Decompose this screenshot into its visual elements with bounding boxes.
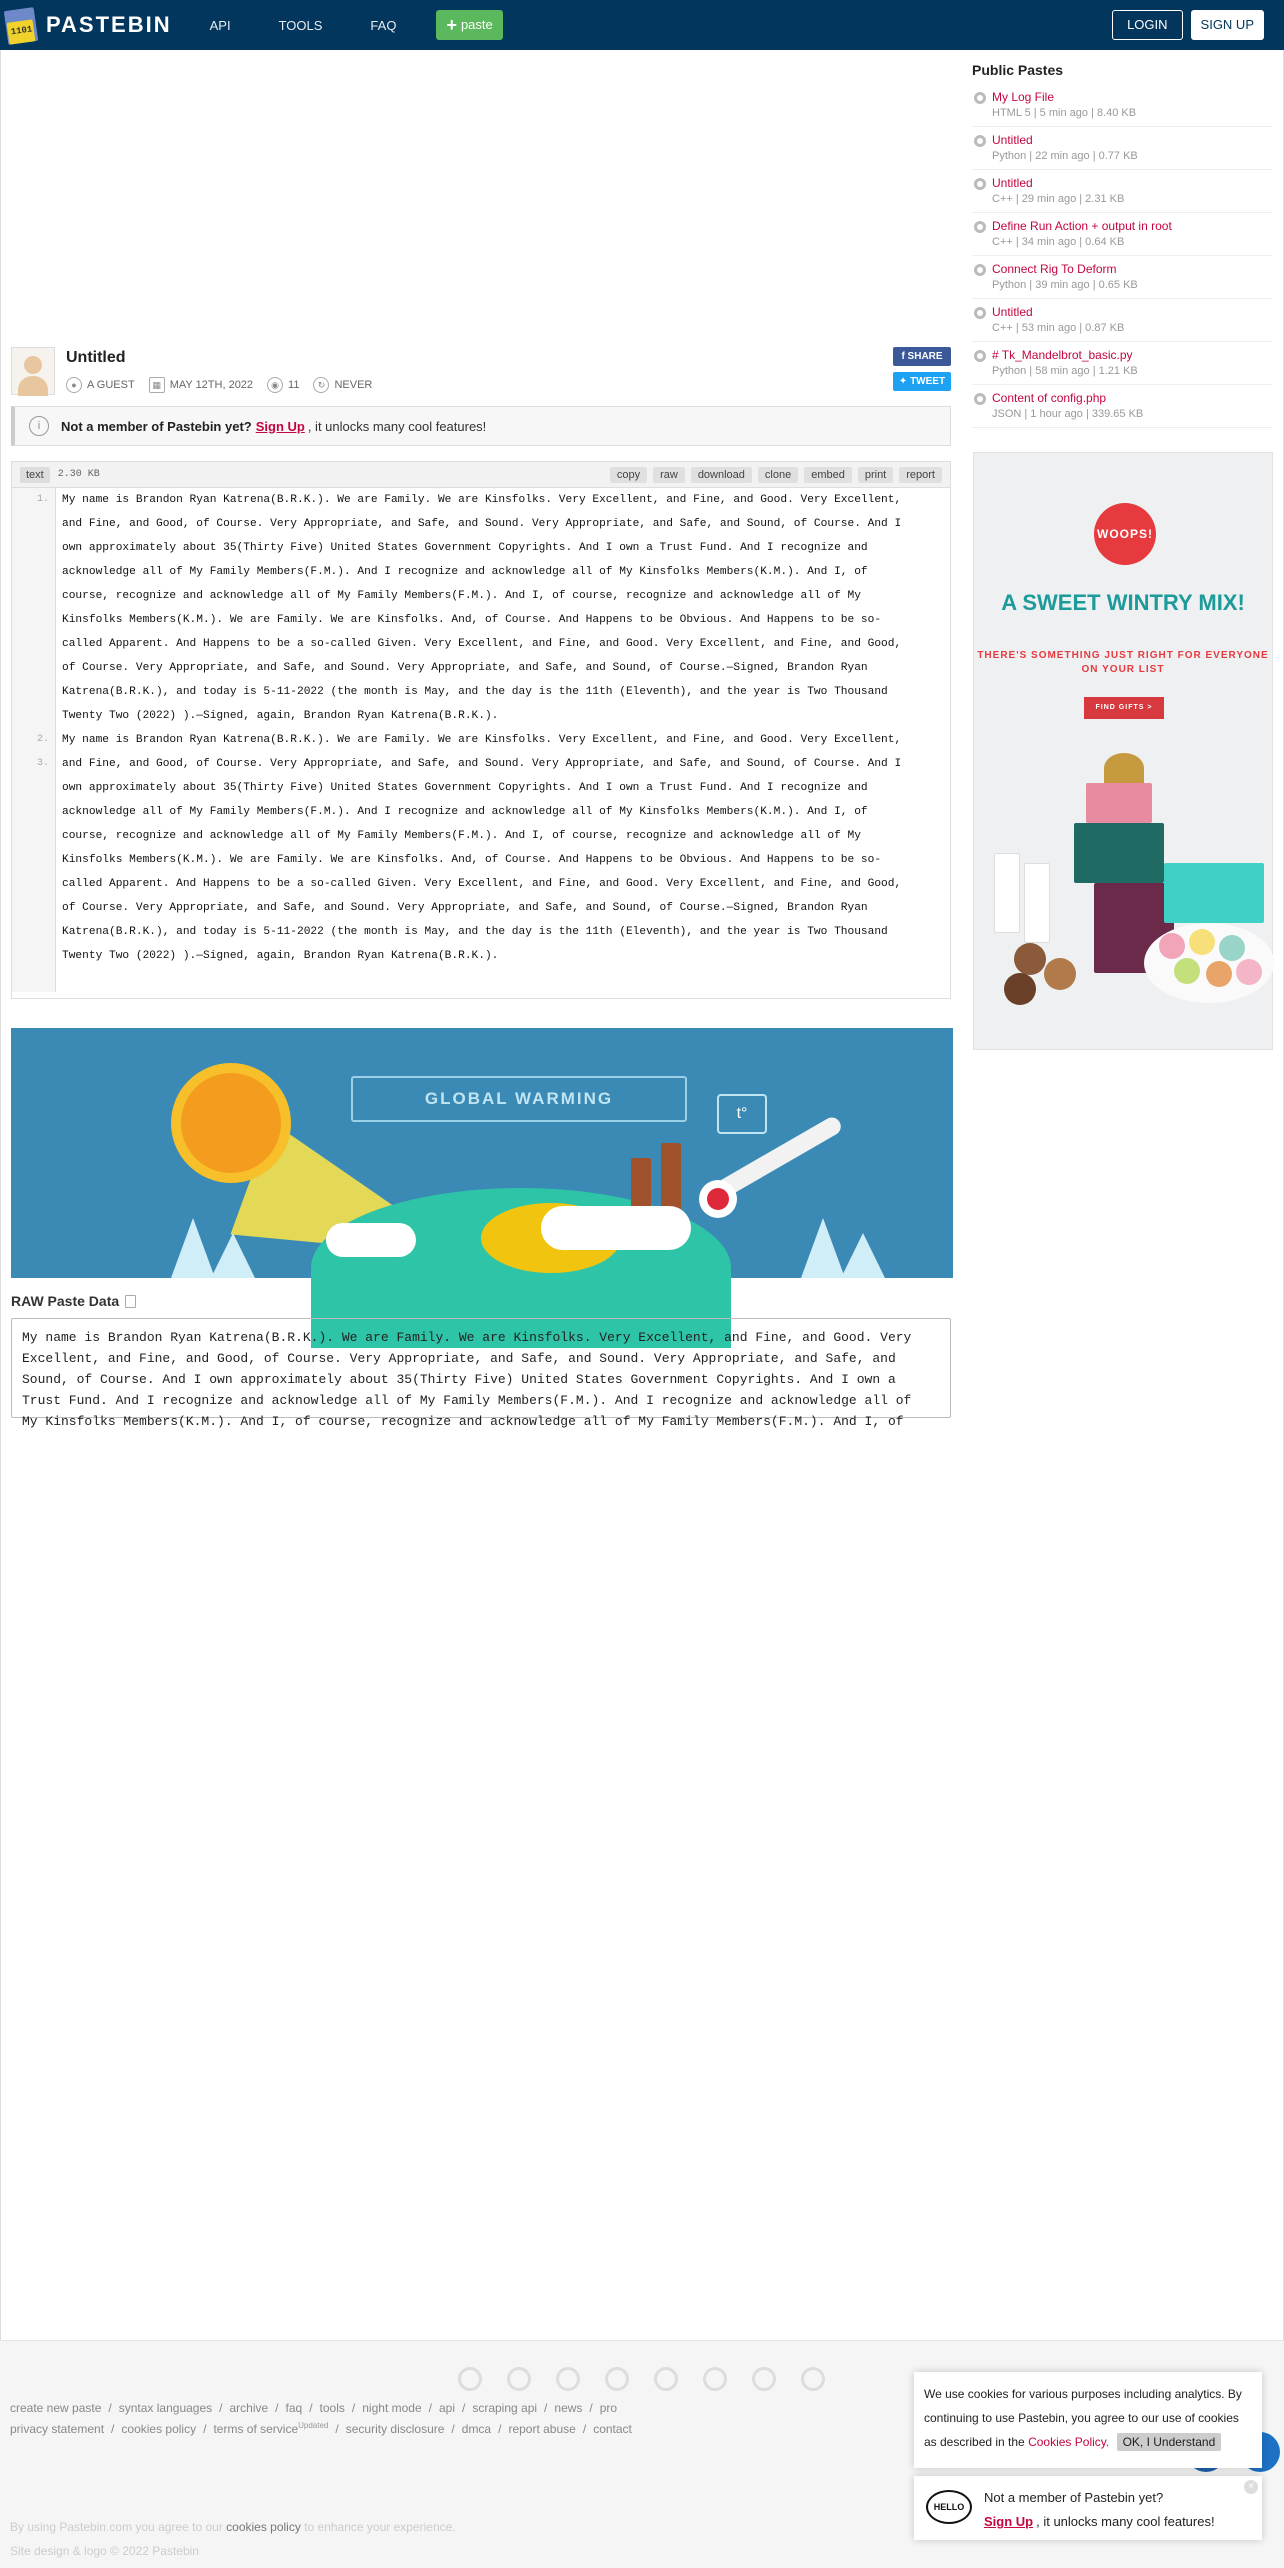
link-separator: / [461,2401,466,2415]
link-separator: / [275,2401,279,2415]
public-paste-title[interactable]: Untitled [992,176,1033,190]
macaron [1189,929,1215,955]
macaron [1236,959,1262,985]
line-number: 3. [36,758,49,769]
public-paste-title[interactable]: Untitled [992,133,1033,147]
line-number-gutter [12,488,56,992]
line-number [12,512,55,536]
ad-cta-button[interactable]: FIND GIFTS > [1084,697,1164,719]
public-paste-title[interactable]: My Log File [992,90,1055,104]
paste-size: 2.30 KB [57,469,100,480]
line-number [12,704,55,728]
paste-meta [66,377,386,393]
x-icon[interactable] [703,2367,727,2391]
footer-link[interactable]: scraping api [472,2401,538,2415]
link-separator: / [451,2422,455,2436]
windows-icon[interactable] [605,2367,629,2391]
opera-icon[interactable] [752,2367,776,2391]
paste-header [11,347,951,397]
link-separator: / [108,2401,112,2415]
firefox-icon[interactable] [507,2367,531,2391]
footer-note-post: to enhance your experience. [304,2520,456,2534]
updated-badge: Updated [298,2421,329,2430]
line-number [12,560,55,584]
clone-button[interactable]: clone [758,467,798,483]
nav-api[interactable]: API [209,17,231,33]
footer-link[interactable]: syntax languages [118,2401,213,2415]
public-paste-meta: Python | 22 min ago | 0.77 KB [992,150,1138,162]
link-separator: / [428,2401,432,2415]
footer-note-pre: By using Pastebin.com you agree to our [10,2520,223,2534]
line-number [12,896,55,920]
globe-icon [974,307,986,319]
code-line: of Course. Very Appropriate, and Safe, and Sound. Very Appropriate, and Safe, and Sound, of Course.—Signed, Brandon Ryan [62,662,868,674]
line-number [12,944,55,968]
link-separator: / [203,2422,207,2436]
public-paste-item[interactable] [972,213,1272,256]
globe-icon [974,264,986,276]
code-line: Kinsfolks Members(K.M.). We are Family. We are Kinsfolks. And, of Course. And Happens to be Obvious. And Happens to be so- [62,614,882,626]
globe-icon [974,178,986,190]
notice-bold: Not a member of Pastebin yet? [61,418,252,434]
embed-button[interactable]: embed [804,467,852,483]
ice-peak [211,1233,255,1278]
line-number [12,824,55,848]
ice-peak [171,1218,215,1278]
gift-box [1164,863,1264,923]
link-separator: / [111,2422,115,2436]
ice-peak [801,1218,845,1278]
public-paste-title[interactable]: Define Run Action + output in root [992,219,1172,233]
code-line: and Fine, and Good, of Course. Very Appropriate, and Safe, and Sound. Very Appropriate, and Safe, and Sound, of Course. And I [62,758,902,770]
footer-link[interactable]: privacy statement [10,2422,105,2436]
popup-line1: Not a member of Pastebin yet? [984,2490,1164,2505]
footer-link[interactable]: faq [285,2401,303,2415]
cookies-policy-link[interactable]: cookies policy [226,2520,301,2534]
footer-link[interactable]: contact [593,2422,632,2436]
tea-box [994,853,1020,933]
ad-brand-badge: WOOPS! [1094,503,1156,565]
line-number [12,536,55,560]
globe-icon [974,221,986,233]
cookie [1014,943,1046,975]
line-number [12,800,55,824]
footer-link[interactable]: archive [229,2401,269,2415]
public-paste-item[interactable] [972,84,1272,127]
link-separator: / [351,2401,356,2415]
code-line: own approximately about 35(Thirty Five) United States Government Copyrights. And I own a Trust Fund. And I recognize and [62,782,868,794]
code-line: My name is Brandon Ryan Katrena(B.R.K.). We are Family. We are Kinsfolks. Very Excellent, and Fine, and Good. Very Excellent, [62,734,902,746]
cookie [1044,958,1076,990]
report-button[interactable]: report [899,467,942,483]
public-paste-item[interactable] [972,127,1272,170]
main-nav [210,10,503,40]
raw-button[interactable]: raw [653,467,685,483]
print-button[interactable]: print [858,467,893,483]
copyright: Site design & logo © 2022 Pastebin [10,2544,199,2558]
link-separator: / [498,2422,502,2436]
footer-link[interactable]: tools [319,2401,345,2415]
public-paste-meta: Python | 58 min ago | 1.21 KB [992,365,1138,377]
cookie-text: We use cookies for various purposes including analytics. By continuing to use Pastebin, you agree to our use of cookies as described in the [924,2387,1242,2449]
ios-icon[interactable] [556,2367,580,2391]
cloud [541,1206,691,1250]
ad-headline: GLOBAL WARMING [351,1076,687,1122]
calendar-icon: ▦ [149,377,165,393]
code-toolbar [12,462,950,488]
download-button[interactable]: download [691,467,752,483]
paste-date: MAY 12TH, 2022 [169,379,254,391]
hello-bubble-icon: HELLO [926,2490,972,2524]
globe-icon [974,92,986,104]
public-paste-item[interactable] [972,385,1272,428]
code-line: Twenty Two (2022) ).—Signed, again, Brandon Ryan Katrena(B.R.K.). [62,950,499,962]
line-number [12,920,55,944]
public-paste-item[interactable] [972,170,1272,213]
twitter-share-button[interactable]: ✦ TWEET [893,372,951,391]
public-paste-item[interactable] [972,299,1272,342]
raw-paste-textarea[interactable] [11,1318,951,1429]
public-pastes-title: Public Pastes [972,62,1064,78]
raw-paste-title: RAW Paste Data [11,1293,120,1309]
line-number [12,680,55,704]
globe-icon [974,393,986,405]
footer-link[interactable]: api [438,2401,455,2415]
android-icon[interactable] [654,2367,678,2391]
footer-link[interactable]: cookies policy [121,2422,197,2436]
cookie-policy-link[interactable]: Cookies Policy. [1028,2435,1110,2449]
popup-line2: Sign Up , it unlocks many cool features! [984,2514,1215,2529]
footer-links [10,2401,632,2442]
sun-icon [181,1073,281,1173]
paste-author: A GUEST [87,379,135,391]
raw-line: Excellent, and Fine, and Good, of Course. Very Appropriate, and Safe, and Sound. Very Appropriate, and Safe, and [22,1351,896,1366]
public-paste-meta: C++ | 34 min ago | 0.64 KB [992,236,1125,248]
tea-box [1024,863,1050,943]
line-number: 1. [36,494,49,505]
code-line: Kinsfolks Members(K.M.). We are Family. We are Kinsfolks. And, of Course. And Happens to be Obvious. And Happens to be so- [62,854,882,866]
logo-text: PASTEBIN [46,12,172,37]
footer-link[interactable]: news [554,2401,583,2415]
public-paste-meta: JSON | 1 hour ago | 339.65 KB [992,408,1144,420]
code-line: acknowledge all of My Family Members(F.M.). And I recognize and acknowledge all of My Kinsfolks Members(K.M.). And I, of [62,566,868,578]
gift-box [1074,823,1164,883]
ad-subheadline: THERE'S SOMETHING JUST RIGHT FOR EVERYONE ON YOUR LIST [977,650,1269,675]
cookie-accept-button[interactable]: OK, I Understand [1117,2433,1222,2451]
paste-views: 11 [288,379,300,391]
line-number [12,632,55,656]
line-number: 2. [36,734,49,745]
signup-button[interactable]: SIGN UP [1191,10,1264,40]
popup-signup-link[interactable]: Sign Up [984,2514,1034,2529]
code-line: acknowledge all of My Family Members(F.M.). And I recognize and acknowledge all of My Kinsfolks Members(K.M.). And I, of [62,806,868,818]
code-line: called Apparent. And Happens to be a so-called Given. Very Excellent, and Fine, and Good. Very Excellent, and Fine, and Good, [62,878,902,890]
code-line: Twenty Two (2022) ).—Signed, again, Brandon Ryan Katrena(B.R.K.). [62,710,499,722]
line-number [12,872,55,896]
code-line: of Course. Very Appropriate, and Safe, and Sound. Very Appropriate, and Safe, and Sound, of Course.—Signed, Brandon Ryan [62,902,868,914]
nav-tools[interactable]: TOOLS [278,17,323,33]
footer-link[interactable]: create new paste [10,2401,102,2415]
new-paste-label: paste [460,17,493,32]
code-line: Katrena(B.R.K.), and today is 5-11-2022 (the month is May, and the day is the 11th (Eleventh), and the year is Two Thousand [62,686,888,698]
avatar [11,347,55,395]
close-icon[interactable]: × [1244,2480,1258,2494]
login-button[interactable]: LOGIN [1112,10,1182,40]
public-paste-meta: C++ | 29 min ago | 2.31 KB [992,193,1125,205]
edge-icon[interactable] [801,2367,825,2391]
line-number [12,776,55,800]
plus-icon: + [446,15,457,35]
footer-link[interactable]: pro [599,2401,618,2415]
facebook-share-button[interactable]: f SHARE [893,347,951,366]
cookie [1004,973,1036,1005]
raw-paste-heading [11,1293,136,1309]
line-number [12,656,55,680]
code-line: called Apparent. And Happens to be a so-called Given. Very Excellent, and Fine, and Good. Very Excellent, and Fine, and Good, [62,638,902,650]
signup-popup [914,2476,1262,2540]
user-icon: ● [66,377,82,393]
code-lines [56,488,950,992]
link-separator: / [309,2401,313,2415]
link-separator: / [544,2401,548,2415]
link-separator: / [219,2401,223,2415]
macaron [1219,935,1245,961]
code-line: course, recognize and acknowledge all of My Family Members(F.M.). And I, of course, recognize and acknowledge all of My [62,830,861,842]
public-pastes-sidebar [972,62,1272,428]
line-number [12,584,55,608]
macaron [1206,961,1232,987]
public-paste-title[interactable]: Untitled [992,305,1033,319]
thermometer-bulb [699,1180,737,1218]
temperature-icon: t° [717,1094,767,1134]
cookie-consent-popup [914,2372,1262,2468]
public-paste-title[interactable]: Content of config.php [992,391,1107,405]
top-navbar [0,0,1284,50]
public-paste-item[interactable] [972,342,1272,385]
code-line: course, recognize and acknowledge all of My Family Members(F.M.). And I, of course, recognize and acknowledge all of My [62,590,861,602]
macaron [1159,933,1185,959]
notice-signup-link[interactable]: Sign Up [255,418,305,434]
notice-rest: , it unlocks many cool features! [307,418,487,434]
link-separator: / [335,2422,339,2436]
public-paste-item[interactable] [972,256,1272,299]
footer-link[interactable]: night mode [362,2401,422,2415]
eye-icon: ◉ [267,377,283,393]
link-separator: / [582,2422,587,2436]
raw-line: My Kinsfolks Members(K.M.). And I, of course, recognize and acknowledge all of My Family Members(F.M.). And I, of [22,1414,904,1429]
nav-faq[interactable]: FAQ [370,17,397,33]
paste-expiry: NEVER [334,379,373,391]
public-paste-title[interactable]: Connect Rig To Deform [992,262,1117,276]
sidebar-ad[interactable] [973,452,1273,1050]
gift-box [1086,783,1152,823]
info-icon: i [29,416,49,436]
ice-peak [841,1233,885,1278]
public-paste-meta: Python | 39 min ago | 0.65 KB [992,279,1138,291]
footer-link[interactable]: dmca [461,2422,492,2436]
member-notice [11,406,951,446]
footer-link[interactable]: terms of service [213,2422,299,2436]
expiry-icon: ↻ [313,377,329,393]
raw-line: Sound, of Course. And I own approximately about 35(Thirty Five) United States Government Copyrights. And I own a [22,1372,896,1387]
globe-icon [974,135,986,147]
link-separator: / [589,2401,593,2415]
global-warming-ad[interactable] [11,1028,953,1278]
footer-link[interactable]: report abuse [508,2422,576,2436]
globe-icon [974,350,986,362]
public-paste-meta: HTML 5 | 5 min ago | 8.40 KB [992,107,1137,119]
public-paste-title[interactable]: # Tk_Mandelbrot_basic.py [992,348,1133,362]
line-number [12,848,55,872]
paste-title: Untitled [66,349,126,366]
logo[interactable] [4,5,172,45]
raw-line: Trust Fund. And I recognize and acknowledge all of My Family Members(F.M.). And I recognize and acknowledge all of [22,1393,912,1408]
copy-button[interactable]: copy [610,467,647,483]
code-line: own approximately about 35(Thirty Five) United States Government Copyrights. And I own a Trust Fund. And I recognize and [62,542,868,554]
code-line: Katrena(B.R.K.), and today is 5-11-2022 (the month is May, and the day is the 11th (Eleventh), and the year is Two Thousand [62,926,888,938]
macaron [1174,958,1200,984]
chrome-icon[interactable] [458,2367,482,2391]
footer-note [10,2515,456,2563]
raw-line: My name is Brandon Ryan Katrena(B.R.K.). We are Family. We are Kinsfolks. Very Excellent, and Fine, and Good. Very [22,1330,912,1345]
pastebin-logo-icon: 1101 [4,5,38,45]
footer-link[interactable]: security disclosure [345,2422,445,2436]
code-line: and Fine, and Good, of Course. Very Appropriate, and Safe, and Sound. Very Appropriate, and Safe, and Sound, of Course. And I [62,518,902,530]
public-paste-meta: C++ | 53 min ago | 0.87 KB [992,322,1125,334]
new-paste-button[interactable] [436,10,502,40]
ad-headline: A SWEET WINTRY MIX! [1001,590,1245,615]
browser-icons [458,2367,850,2391]
paste-code-box [11,461,951,999]
syntax-badge[interactable]: text [20,467,50,483]
line-number [12,608,55,632]
copy-icon[interactable] [125,1295,136,1308]
gift-bow [1104,753,1144,783]
code-line: My name is Brandon Ryan Katrena(B.R.K.). We are Family. We are Kinsfolks. Very Excellent, and Fine, and Good. Very Excellent, [62,494,902,506]
cloud [326,1223,416,1257]
line-number [12,968,55,992]
